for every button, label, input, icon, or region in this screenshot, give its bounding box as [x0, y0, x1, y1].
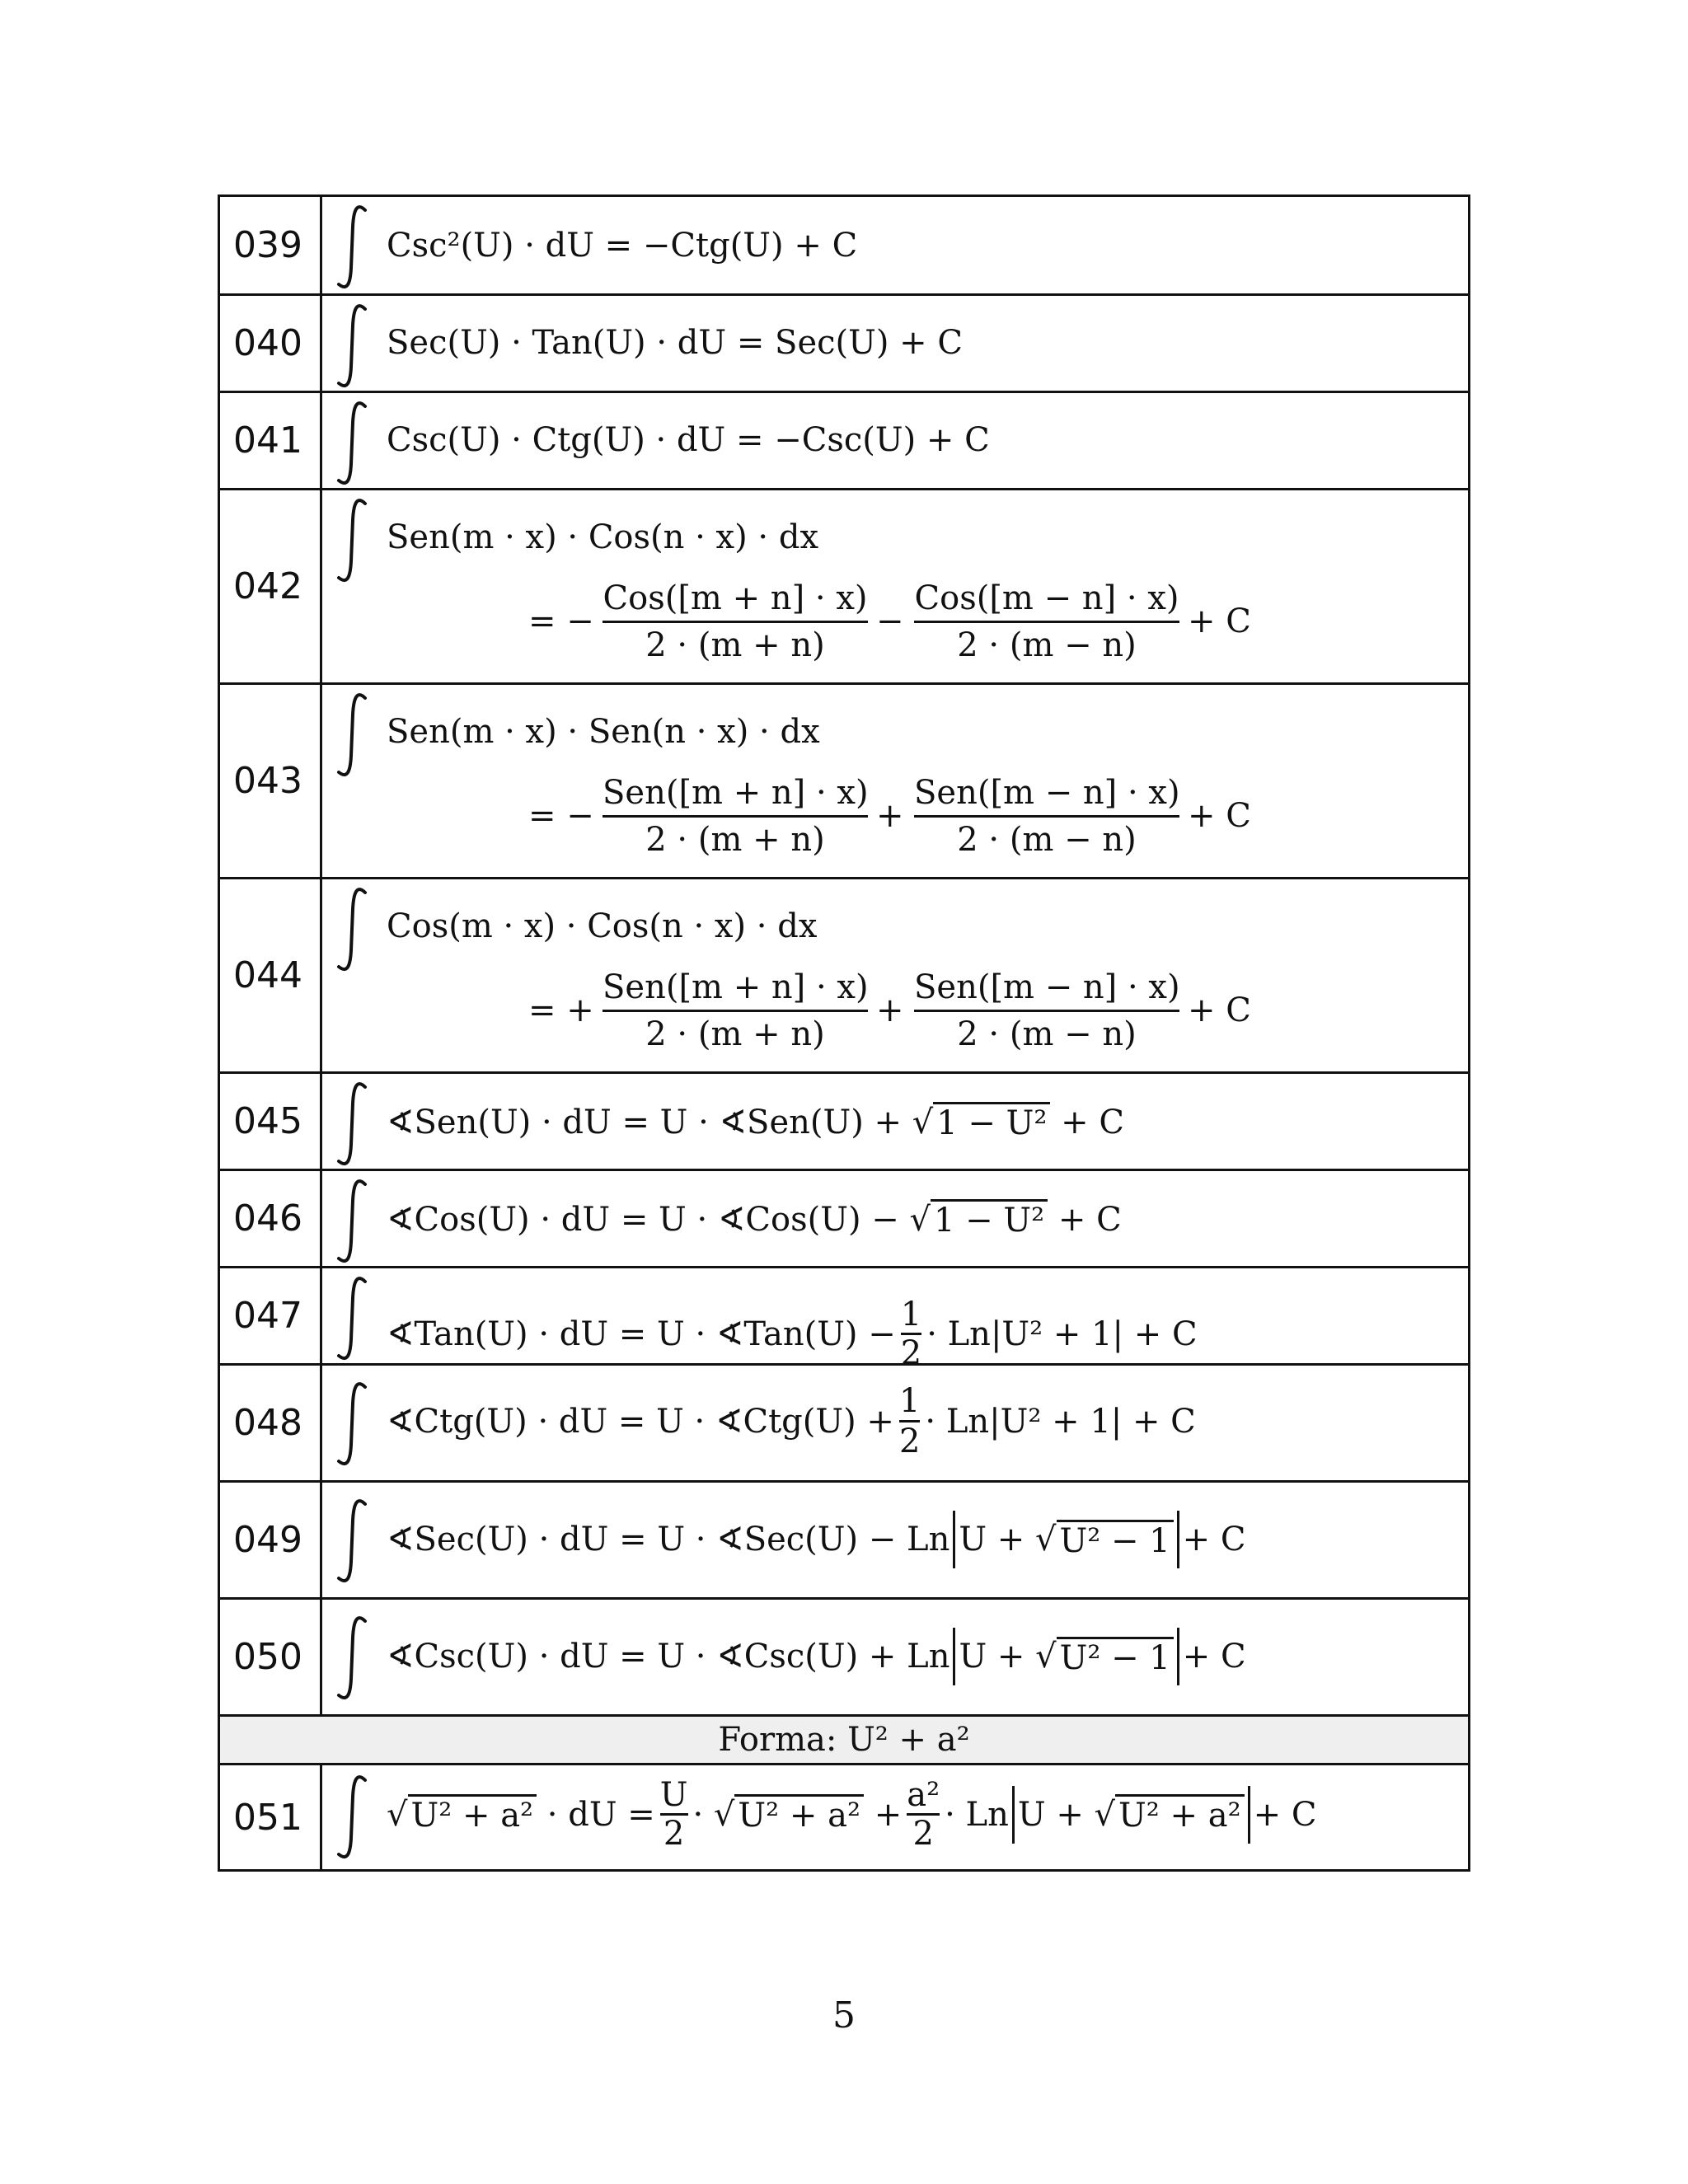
operator: +: [876, 797, 904, 835]
formula-cell: [322, 1765, 1468, 1869]
formula-number: 044: [220, 879, 322, 1071]
denominator: 2: [660, 1813, 688, 1852]
integral-sign-icon: [332, 301, 373, 391]
page-number: 5: [832, 1994, 856, 2036]
formula-part: · Ln|U² + 1| + C: [925, 1402, 1196, 1441]
integral-sign-icon: [332, 202, 373, 293]
formula-equals: = −: [528, 797, 594, 835]
formula-text: ∢Csc(U) · dU = U · ∢Csc(U) + Ln U + √ U² − 1 + C: [387, 1628, 1246, 1685]
operator: −: [876, 602, 904, 640]
denominator: 2 · (m + n): [645, 626, 825, 664]
formula-cell: [322, 1268, 1468, 1372]
formula-text: Cos(m · x) · Cos(n · x) · dx: [387, 907, 818, 945]
denominator: 2 · (m − n): [957, 626, 1137, 664]
radicand: U² − 1: [1057, 1520, 1174, 1560]
denominator: 2 · (m + n): [645, 821, 825, 859]
formula-part: ∢Sen(U) · dU = U · ∢Sen(U) +: [387, 1103, 903, 1141]
formula-part: ∢Tan(U) · dU = U · ∢Tan(U) −: [387, 1315, 896, 1353]
denominator: 2: [899, 1420, 920, 1460]
formula-number: 040: [220, 296, 322, 391]
formula-text: Csc²(U) · dU = −Ctg(U) + C: [387, 227, 858, 265]
fraction: [901, 1296, 921, 1371]
constant: + C: [1188, 602, 1251, 640]
formula-text: Sen(m · x) · Cos(n · x) · dx: [387, 518, 819, 556]
numerator: Sen([m − n] · x): [914, 774, 1180, 812]
integral-sign-icon: [332, 1079, 373, 1169]
numerator: Sen([m + n] · x): [603, 968, 869, 1006]
formula-part: +: [874, 1795, 903, 1834]
formula-cell: [322, 1366, 1468, 1480]
integral-sign-icon: [332, 1273, 373, 1364]
integral-sign-icon: [332, 884, 373, 975]
radicand: U² + a²: [734, 1794, 864, 1835]
formula-text: ∢Sen(U) · dU = U · ∢Sen(U) + √ 1 − U² + C: [387, 1103, 1124, 1142]
integral-sign-icon: [332, 1176, 373, 1267]
radicand: U² + a²: [408, 1794, 537, 1835]
integral-sign-icon: [332, 1496, 373, 1586]
formula-part: + C: [1061, 1103, 1124, 1141]
formula-text: Sen(m · x) · Sen(n · x) · dx: [387, 713, 820, 751]
table-row: [220, 879, 1468, 1074]
formula-part: ∢Cos(U) · dU = U · ∢Cos(U) −: [387, 1200, 899, 1239]
fraction: [914, 968, 1179, 1053]
table-row: [220, 197, 1468, 296]
formula-cell: [322, 296, 1468, 391]
formula-part: ∢Csc(U) · dU = U · ∢Csc(U) + Ln: [387, 1638, 950, 1675]
radicand: 1 − U²: [933, 1102, 1050, 1142]
numerator: Cos([m − n] · x): [914, 579, 1179, 617]
numerator: U: [659, 1776, 688, 1814]
integral-sign-icon: [332, 1772, 373, 1863]
formula-equals: = −: [528, 602, 594, 640]
formula-text: √ U² + a² · dU = $\frac{U}{2}$ · √ U² + a² + $\frac{\text{a²}}{2}$ · Ln U + √ U² + a² + C: [387, 1776, 1317, 1853]
table-row: [220, 296, 1468, 393]
fraction: [603, 968, 868, 1053]
constant: + C: [1188, 797, 1251, 835]
fraction: [603, 579, 868, 664]
table-row: [220, 1765, 1468, 1869]
formula-part: ∢Ctg(U) · dU = U · ∢Ctg(U) +: [387, 1402, 894, 1441]
formula-part: ·: [692, 1795, 704, 1834]
formula-part: + C: [1182, 1521, 1246, 1558]
fraction: [907, 1777, 940, 1852]
formula-part: · dU =: [546, 1795, 655, 1834]
fraction: [603, 774, 868, 859]
formula-text: Csc(U) · Ctg(U) · dU = −Csc(U) + C: [387, 421, 990, 459]
formula-part: + C: [1182, 1638, 1246, 1675]
numerator: Sen([m + n] · x): [603, 774, 869, 812]
fraction: [899, 1382, 920, 1460]
formula-cell: [322, 393, 1468, 488]
integral-sign-icon: [332, 495, 373, 586]
operator: +: [876, 991, 904, 1029]
formula-cell: [322, 1171, 1468, 1266]
integral-sign-icon: [332, 1379, 373, 1469]
numerator: 1: [898, 1382, 921, 1420]
numerator: Sen([m − n] · x): [914, 968, 1180, 1006]
table-row: [220, 1171, 1468, 1268]
formula-text: Sec(U) · Tan(U) · dU = Sec(U) + C: [387, 324, 964, 362]
integral-sign-icon: [332, 398, 373, 489]
table-row: [220, 1600, 1468, 1717]
formula-part: U +: [959, 1521, 1025, 1558]
formula-cell: [322, 490, 1468, 682]
formula-number: 043: [220, 685, 322, 877]
numerator: Cos([m + n] · x): [603, 579, 868, 617]
formula-part: · Ln: [945, 1795, 1009, 1834]
formula-number: 039: [220, 197, 322, 293]
section-header: Forma: U² + a²: [220, 1717, 1468, 1765]
radicand: 1 − U²: [931, 1199, 1048, 1240]
formula-part: U +: [1017, 1795, 1084, 1834]
formula-cell: [322, 879, 1468, 1071]
fraction: [914, 579, 1179, 664]
constant: + C: [1188, 991, 1251, 1029]
formula-equals: = +: [528, 991, 594, 1029]
integral-table: [218, 194, 1470, 1872]
fraction: [914, 774, 1179, 859]
formula-number: 047: [220, 1268, 322, 1363]
formula-text: ∢Sec(U) · dU = U · ∢Sec(U) − Ln U + √ U² − 1 + C: [387, 1511, 1246, 1568]
integral-sign-icon: [332, 690, 373, 780]
radicand: U² − 1: [1057, 1637, 1174, 1677]
formula-number: 051: [220, 1765, 322, 1869]
table-row: [220, 393, 1468, 490]
denominator: 2: [900, 1334, 922, 1372]
numerator: 1: [900, 1296, 922, 1333]
formula-part: U +: [959, 1638, 1025, 1675]
formula-number: 042: [220, 490, 322, 682]
formula-cell: [322, 1600, 1468, 1714]
formula-text: [387, 1296, 1198, 1371]
table-row: [220, 1366, 1468, 1483]
formula-number: 045: [220, 1074, 322, 1169]
integral-sign-icon: [332, 1613, 373, 1704]
numerator: a²: [907, 1776, 940, 1814]
formula-part: + C: [1253, 1795, 1317, 1834]
table-row: [220, 1074, 1468, 1171]
formula-cell: [322, 685, 1468, 877]
formula-number: 049: [220, 1483, 322, 1597]
formula-part: ∢Sec(U) · dU = U · ∢Sec(U) − Ln: [387, 1521, 950, 1558]
formula-text: ∢Cos(U) · dU = U · ∢Cos(U) − √ 1 − U² + C: [387, 1200, 1122, 1240]
formula-number: 048: [220, 1366, 322, 1480]
table-row: [220, 490, 1468, 685]
formula-number: 050: [220, 1600, 322, 1714]
formula-text: [387, 1382, 1196, 1460]
denominator: 2 · (m + n): [645, 1015, 825, 1053]
formula-cell: [322, 1483, 1468, 1597]
formula-cell: [322, 197, 1468, 293]
formula-number: 041: [220, 393, 322, 488]
formula-part: + C: [1057, 1200, 1122, 1239]
denominator: 2: [907, 1813, 940, 1852]
fraction: [660, 1777, 688, 1852]
denominator: 2 · (m − n): [957, 821, 1137, 859]
formula-cell: [322, 1074, 1468, 1169]
denominator: 2 · (m − n): [957, 1015, 1137, 1053]
table-row: [220, 1268, 1468, 1372]
radicand: U² + a²: [1115, 1794, 1245, 1835]
formula-number: 046: [220, 1171, 322, 1266]
formula-part: · Ln|U² + 1| + C: [926, 1315, 1198, 1353]
table-row: [220, 685, 1468, 879]
table-row: [220, 1483, 1468, 1600]
